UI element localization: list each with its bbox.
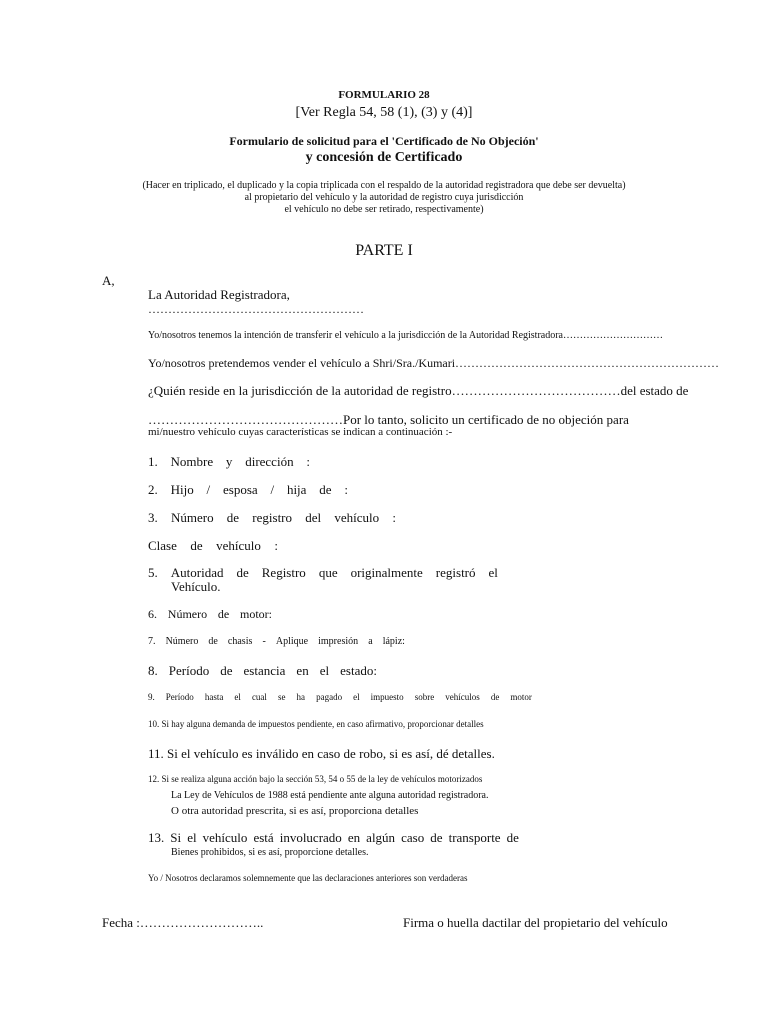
item-12-legal-action: 12. Si se realiza alguna acción bajo la sección 53, 54 o 55 de la ley de vehículos motorizados	[148, 774, 483, 784]
item-12-line2: La Ley de Vehículos de 1988 está pendiente ante alguna autoridad registradora.	[171, 790, 489, 801]
request-line2: mi/nuestro vehículo cuyas características se indican a continuación :-	[148, 426, 453, 438]
registering-authority: La Autoridad Registradora,	[148, 287, 290, 302]
item-7-chassis-number: 7. Número de chasis - Aplique impresión a lápiz:	[148, 636, 405, 647]
rule-reference: [Ver Regla 54, 58 (1), (3) y (4)]	[295, 105, 473, 120]
item-9-tax-paid-period: 9. Período hasta el cual se ha pagado el impuesto sobre vehículos de motor	[148, 692, 532, 702]
form-title-line2: y concesión de Certificado	[305, 150, 463, 165]
date-field: Fecha :………………………..	[102, 915, 264, 930]
item-13-line2: Bienes prohibidos, si es así, proporcione detalles.	[171, 847, 369, 858]
request-text: Por lo tanto, solicito un certificado de no objeción para	[343, 412, 629, 427]
transfer-statement: Yo/nosotros tenemos la intención de transferir el vehículo a la jurisdicción de la Autoridad Registradora…………………………	[148, 330, 663, 341]
item-11-theft: 11. Si el vehículo es inválido en caso de robo, si es así, dé detalles.	[148, 746, 495, 761]
instructions-line1: (Hacer en triplicado, el duplicado y la copia triplicada con el respaldo de la autoridad registradora que debe ser devuelta)	[142, 180, 626, 191]
item-8-stay-period: 8. Período de estancia en el estado:	[148, 663, 377, 678]
item-5-original-authority: 5. Autoridad de Registro que originalmente registró el	[148, 565, 498, 580]
authority-blank-line: ………………………………………………	[148, 302, 364, 316]
declaration: Yo / Nosotros declaramos solemnemente que las declaraciones anteriores son verdaderas	[148, 873, 468, 883]
item-13-prohibited-goods: 13. Si el vehículo está involucrado en algún caso de transporte de	[148, 830, 519, 845]
item-4-vehicle-class: Clase de vehículo :	[148, 538, 278, 553]
item-1-name-address: 1. Nombre y dirección :	[148, 454, 310, 469]
item-2-relation: 2. Hijo / esposa / hija de :	[148, 482, 348, 497]
instructions-line3: el vehículo no debe ser retirado, respectivamente)	[284, 204, 484, 215]
item-5-line2: Vehículo.	[171, 579, 221, 594]
item-12-line3: O otra autoridad prescrita, si es así, proporciona detalles	[171, 805, 419, 817]
sell-statement: Yo/nosotros pretendemos vender el vehículo a Shri/Sra./Kumari…………………………………………………………	[148, 356, 720, 370]
addressee-to: A,	[102, 273, 115, 288]
item-3-registration-number: 3. Número de registro del vehículo :	[148, 510, 396, 525]
item-10-pending-tax: 10. Si hay alguna demanda de impuestos pendiente, en caso afirmativo, proporcionar detalles	[148, 719, 484, 729]
form-title-line1: Formulario de solicitud para el 'Certificado de No Objeción'	[229, 134, 539, 148]
instructions-line2: al propietario del vehículo y la autoridad de registro cuya jurisdicción	[244, 192, 524, 203]
form-number: FORMULARIO 28	[338, 89, 430, 101]
request-blank-line: ………………………………………	[148, 412, 343, 427]
item-6-engine-number: 6. Número de motor:	[148, 607, 272, 621]
residence-statement: ¿Quién reside en la jurisdicción de la autoridad de registro…………………………………del estado de	[148, 383, 689, 398]
part-title: PARTE I	[355, 242, 413, 259]
signature-label: Firma o huella dactilar del propietario del vehículo	[403, 915, 668, 930]
